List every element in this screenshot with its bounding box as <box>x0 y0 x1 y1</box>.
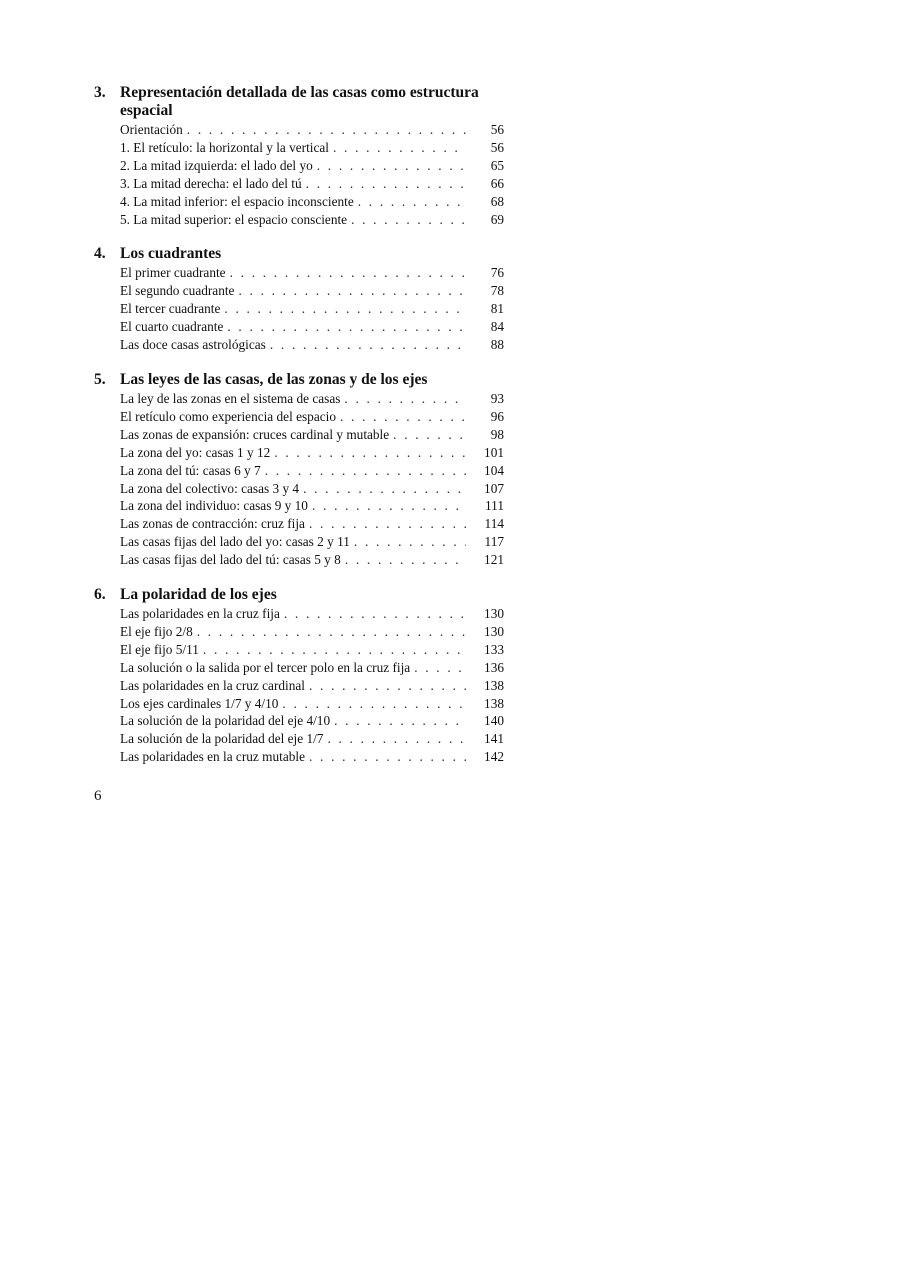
table-of-contents <box>94 84 504 783</box>
toc-entry <box>120 677 504 695</box>
entry-title: 5. La mitad superior: el espacio consciente <box>120 211 348 227</box>
dot-leader <box>274 444 466 462</box>
dot-leader <box>358 193 466 211</box>
entry-title: Las casas fijas del lado del yo: casas 2 y 11 <box>120 534 350 550</box>
entry-page-number: 133 <box>484 641 504 657</box>
dot-leader <box>197 623 466 641</box>
toc-chapter <box>94 371 504 569</box>
dot-leader <box>312 497 466 515</box>
entry-page-number: 130 <box>484 606 504 622</box>
toc-entry <box>120 336 504 354</box>
chapter-entries <box>120 121 504 228</box>
dot-leader <box>270 336 466 354</box>
toc-entry <box>120 605 504 623</box>
toc-entry <box>120 211 504 229</box>
entry-page-number: 101 <box>484 444 504 460</box>
entry-page-number: 68 <box>490 193 504 209</box>
chapter-number: 5. <box>94 370 106 388</box>
entry-title: La zona del tú: casas 6 y 7 <box>120 462 261 478</box>
entry-page-number: 84 <box>490 319 504 335</box>
entry-page-number: 138 <box>484 695 504 711</box>
entry-title: La zona del individuo: casas 9 y 10 <box>120 498 308 514</box>
toc-entry <box>120 748 504 766</box>
entry-page-number: 93 <box>490 390 504 406</box>
toc-entry <box>120 390 504 408</box>
entry-title: 3. La mitad derecha: el lado del tú <box>120 175 302 191</box>
chapter-title: Representación detallada de las casas como estructura espacial <box>120 84 479 119</box>
toc-entry <box>120 695 504 713</box>
entry-title: 2. La mitad izquierda: el lado del yo <box>120 157 313 173</box>
entry-title: Los ejes cardinales 1/7 y 4/10 <box>120 695 279 711</box>
page-number: 6 <box>94 788 102 804</box>
chapter-number: 6. <box>94 586 106 604</box>
entry-title: La ley de las zonas en el sistema de casas <box>120 390 341 406</box>
entry-page-number: 56 <box>490 139 504 155</box>
entry-title: 4. La mitad inferior: el espacio inconsciente <box>120 193 354 209</box>
toc-entry <box>120 193 504 211</box>
toc-entry <box>120 300 504 318</box>
chapter-title: La polaridad de los ejes <box>120 586 277 604</box>
toc-entry <box>120 408 504 426</box>
entry-title: El eje fijo 5/11 <box>120 641 199 657</box>
toc-entry <box>120 551 504 569</box>
dot-leader <box>227 318 466 336</box>
entry-page-number: 104 <box>484 462 504 478</box>
entry-page-number: 111 <box>485 498 504 514</box>
entry-page-number: 130 <box>484 623 504 639</box>
entry-page-number: 107 <box>484 480 504 496</box>
entry-title: La zona del yo: casas 1 y 12 <box>120 444 271 460</box>
toc-entry <box>120 641 504 659</box>
chapter-heading <box>94 586 504 604</box>
chapter-number: 4. <box>94 245 106 263</box>
dot-leader <box>306 175 466 193</box>
dot-leader <box>333 139 466 157</box>
entry-title: Las polaridades en la cruz mutable <box>120 749 305 765</box>
toc-entry <box>120 175 504 193</box>
toc-entry <box>120 462 504 480</box>
toc-entry <box>120 497 504 515</box>
entry-page-number: 121 <box>484 552 504 568</box>
entry-title: El cuarto cuadrante <box>120 319 224 335</box>
entry-title: La solución o la salida por el tercer polo en la cruz fija <box>120 659 411 675</box>
toc-entry <box>120 515 504 533</box>
entry-title: El tercer cuadrante <box>120 301 221 317</box>
toc-entry <box>120 659 504 677</box>
chapter-heading <box>94 84 504 120</box>
toc-entry <box>120 282 504 300</box>
entry-page-number: 141 <box>484 731 504 747</box>
dot-leader <box>414 659 466 677</box>
entry-title: Las doce casas astrológicas <box>120 337 266 353</box>
dot-leader <box>309 677 466 695</box>
dot-leader <box>224 300 466 318</box>
dot-leader <box>345 551 466 569</box>
entry-page-number: 88 <box>490 337 504 353</box>
entry-title: La zona del colectivo: casas 3 y 4 <box>120 480 300 496</box>
entry-page-number: 78 <box>490 283 504 299</box>
entry-page-number: 142 <box>484 749 504 765</box>
chapter-number: 3. <box>94 84 106 101</box>
entry-title: Las zonas de contracción: cruz fija <box>120 516 305 532</box>
entry-title: La solución de la polaridad del eje 1/7 <box>120 731 324 747</box>
dot-leader <box>334 712 466 730</box>
entry-title: El eje fijo 2/8 <box>120 623 193 639</box>
toc-chapter <box>94 586 504 766</box>
toc-entry <box>120 444 504 462</box>
toc-entry <box>120 623 504 641</box>
toc-entry <box>120 318 504 336</box>
entry-page-number: 96 <box>490 408 504 424</box>
entry-title: Orientación <box>120 122 183 137</box>
dot-leader <box>327 730 466 748</box>
dot-leader <box>187 121 466 139</box>
entry-title: El segundo cuadrante <box>120 283 235 299</box>
dot-leader <box>309 748 466 766</box>
toc-chapter <box>94 245 504 354</box>
entry-title: Las polaridades en la cruz cardinal <box>120 677 305 693</box>
entry-page-number: 138 <box>484 677 504 693</box>
entry-title: 1. El retículo: la horizontal y la vertical <box>120 139 329 155</box>
dot-leader <box>265 462 466 480</box>
dot-leader <box>393 426 466 444</box>
dot-leader <box>238 282 466 300</box>
toc-entry <box>120 139 504 157</box>
entry-page-number: 56 <box>490 122 504 137</box>
entry-title: El retículo como experiencia del espacio <box>120 408 336 424</box>
dot-leader <box>351 211 466 229</box>
toc-entry <box>120 730 504 748</box>
entry-page-number: 65 <box>490 157 504 173</box>
chapter-heading <box>94 245 504 263</box>
chapter-heading <box>94 371 504 389</box>
entry-page-number: 140 <box>484 713 504 729</box>
dot-leader <box>230 264 466 282</box>
dot-leader <box>354 533 466 551</box>
entry-title: Las zonas de expansión: cruces cardinal y mutable <box>120 426 390 442</box>
chapter-title: Las leyes de las casas, de las zonas y de los ejes <box>120 370 428 388</box>
chapter-title: Los cuadrantes <box>120 245 222 263</box>
entry-title: La solución de la polaridad del eje 4/10 <box>120 713 331 729</box>
entry-page-number: 76 <box>490 265 504 281</box>
dot-leader <box>282 695 466 713</box>
toc-entry <box>120 121 504 139</box>
entry-page-number: 117 <box>484 534 504 550</box>
entry-page-number: 69 <box>490 211 504 227</box>
toc-entry <box>120 157 504 175</box>
dot-leader <box>340 408 466 426</box>
chapter-entries <box>120 605 504 766</box>
dot-leader <box>317 157 466 175</box>
dot-leader <box>303 480 466 498</box>
toc-chapter <box>94 84 504 228</box>
toc-entry <box>120 533 504 551</box>
dot-leader <box>284 605 466 623</box>
toc-entry <box>120 426 504 444</box>
toc-entry <box>120 712 504 730</box>
chapter-entries <box>120 264 504 354</box>
dot-leader <box>344 390 466 408</box>
dot-leader <box>309 515 466 533</box>
entry-title: Las casas fijas del lado del tú: casas 5 y 8 <box>120 552 341 568</box>
dot-leader <box>203 641 466 659</box>
entry-title: Las polaridades en la cruz fija <box>120 606 280 622</box>
entry-title: El primer cuadrante <box>120 265 226 281</box>
toc-entry <box>120 480 504 498</box>
entry-page-number: 98 <box>490 426 504 442</box>
entry-page-number: 81 <box>490 301 504 317</box>
chapter-entries <box>120 390 504 569</box>
entry-page-number: 136 <box>484 659 504 675</box>
entry-page-number: 114 <box>484 516 504 532</box>
toc-entry <box>120 264 504 282</box>
entry-page-number: 66 <box>490 175 504 191</box>
